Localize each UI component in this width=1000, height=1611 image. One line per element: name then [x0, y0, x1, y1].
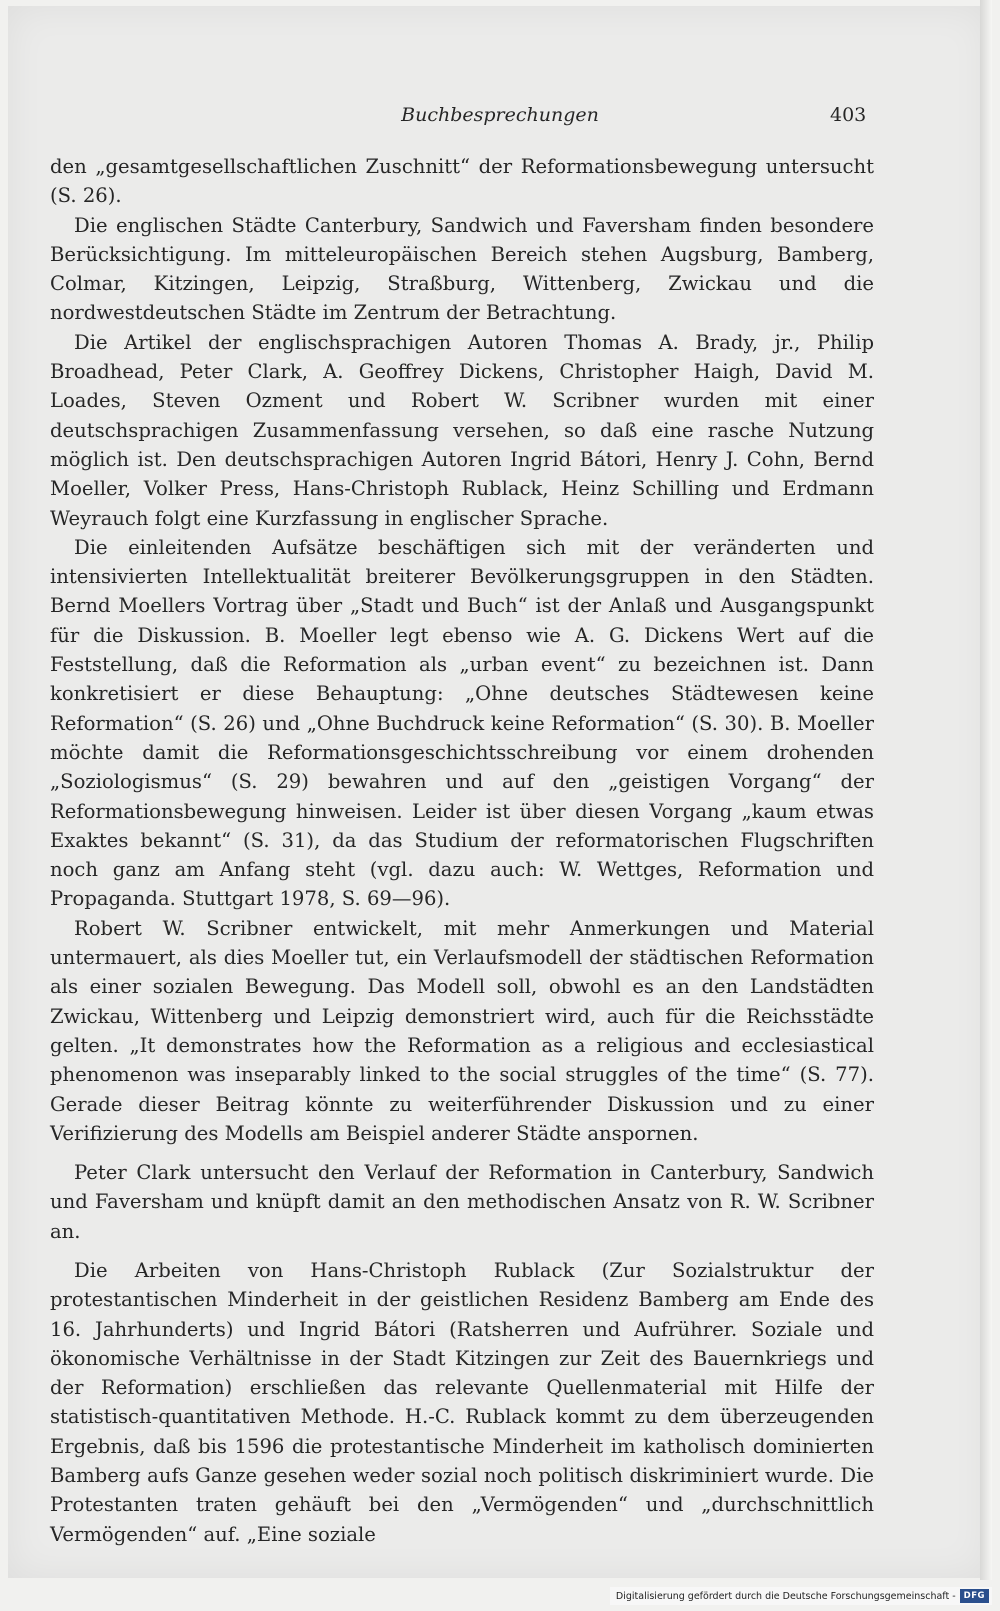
- paragraph-5: Robert W. Scribner entwickelt, mit mehr Anmerkungen und Material untermauert, als dies Moeller tut, ein Verlaufsmodell der städtischen Reformation als einer sozialen Bewegung. Das Modell soll, obwohl es an den Landstädten Zwickau, Wittenberg und Leipzig demonstriert wird, auch für die Reichsstädte gelten. „It demonstrates how the Reformation as a religious and ecclesiastical phenomenon was inseparably linked to the social struggles of the time“ (S. 77). Gerade dieser Beitrag könnte zu weiterführender Diskussion und zu einer Verifizierung des Modells am Beispiel anderer Städte anspornen.: [50, 916, 874, 1145]
- footer-credit-text: Digitalisierung gefördert durch die Deutsche Forschungsgemeinschaft -: [615, 1590, 956, 1602]
- paragraph-2: Die englischen Städte Canterbury, Sandwich und Faversham finden besondere Berücksichtigung. Im mitteleuropäischen Bereich stehen Augsburg, Bamberg, Colmar, Kitzingen, Leipzig, Straßburg, Wittenberg, Zwickau und die nordwestdeutschen Städte im Zentrum der Betrachtung.: [50, 213, 874, 325]
- paragraph-3: Die Artikel der englischsprachigen Autoren Thomas A. Brady, jr., Philip Broadhead, Peter Clark, A. Geoffrey Dickens, Christopher Haigh, David M. Loades, Steven Ozment und Robert W. Scribner wurden mit einer deutschsprachigen Zusammenfassung versehen, so daß eine rasche Nutzung möglich ist. Den deutschsprachigen Autoren Ingrid Bátori, Henry J. Cohn, Bernd Moeller, Volker Press, Hans-Christoph Rublack, Heinz Schilling und Erdmann Weyrauch folgt eine Kurzfassung in englischer Sprache.: [50, 330, 874, 530]
- paragraph-1: den „gesamtgesellschaftlichen Zuschnitt“ der Reformationsbewegung untersucht (S. 26).: [50, 155, 874, 208]
- paragraph-7: Die Arbeiten von Hans-Christoph Rublack (Zur Sozialstruktur der protestantischen Minderheit in der geistlichen Residenz Bamberg am Ende des 16. Jahrhunderts) und Ingrid Bátori (Ratsherren und Aufrührer. Soziale und ökonomische Verhältnisse in der Stadt Kitzingen zur Zeit des Bauernkriegs und der Reformation) erschließen das relevante Quellenmaterial mit Hilfe der statistisch-quantitativen Methode. H.-C. Rublack kommt zu dem überzeugenden Ergebnis, daß bis 1596 die protestantische Minderheit im katholisch dominierten Bamberg aufs Ganze gesehen weder sozial noch politisch diskriminiert wurde. Die Protestanten traten gehäuft bei den „Vermögenden“ und „durchschnittlich Vermögenden“ auf. „Eine soziale: [50, 1258, 874, 1546]
- page-edge-shadow: [980, 0, 992, 1580]
- running-title: Buchbesprechungen: [401, 104, 599, 126]
- paragraph-4: Die einleitenden Aufsätze beschäftigen sich mit der veränderten und intensivierten Intellektualität breiterer Bevölkerungsgruppen in den Städten. Bernd Moellers Vortrag über „Stadt und Buch“ ist der Anlaß und Ausgangspunkt für die Diskussion. B. Moeller legt ebenso wie A. G. Dickens Wert auf die Feststellung, daß die Reformation als „urban event“ zu bezeichnen ist. Dann konkretisiert er diese Behauptung: „Ohne deutsches Städtewesen keine Reformation“ (S. 26) und „Ohne Buchdruck keine Reformation“ (S. 30). B. Moeller möchte damit die Reformationsgeschichtsschreibung vor einem drohenden „Soziologismus“ (S. 29) bewahren und auf den „geistigen Vorgang“ der Reformationsbewegung hinweisen. Leider ist über diesen Vorgang „kaum etwas Exaktes bekannt“ (S. 31), da das Studium der reformatorischen Flugschriften noch ganz am Anfang steht (vgl. dazu auch: W. Wettges, Reformation und Propaganda. Stuttgart 1978, S. 69—96).: [50, 535, 874, 911]
- paragraph-6: Peter Clark untersucht den Verlauf der Reformation in Canterbury, Sandwich und Faversham und knüpft damit an den methodischen Ansatz von R. W. Scribner an.: [50, 1161, 874, 1243]
- body-text: [50, 152, 874, 1549]
- dfg-logo-icon: DFG: [960, 1589, 989, 1603]
- running-head: [0, 102, 1000, 132]
- page-number: 403: [830, 104, 867, 126]
- digitization-footer: [610, 1587, 992, 1605]
